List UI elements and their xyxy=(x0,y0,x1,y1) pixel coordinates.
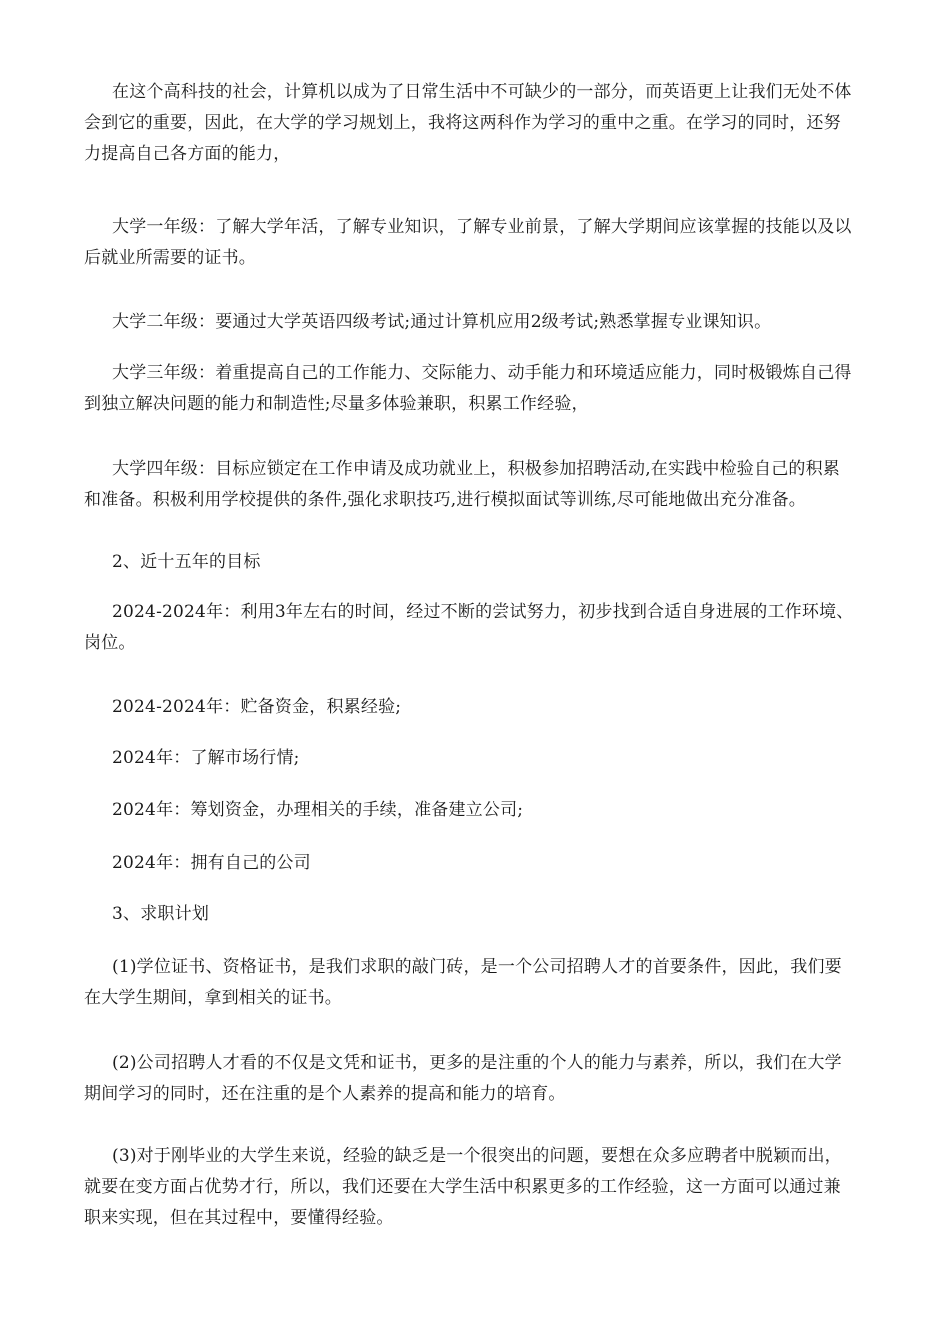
goal-paragraph-3: 2024年：了解市场行情; xyxy=(112,748,300,768)
goal-paragraph-4: 2024年：筹划资金，办理相关的手续，准备建立公司; xyxy=(112,800,524,820)
goal-paragraph-1: 2024-2024年：利用3年左右的时间，经过不断的尝试努力，初步找到合适自身进展的工作环境、岗位。 xyxy=(84,602,854,653)
job-plan-item-2: (2)公司招聘人才看的不仅是文凭和证书，更多的是注重的个人的能力与素养，所以，我们在大学期间学习的同时，还在注重的是个人素养的提高和能力的培育。 xyxy=(84,1053,842,1104)
goal-paragraph-2: 2024-2024年：贮备资金，积累经验; xyxy=(112,697,402,717)
section-heading-goals: 2、近十五年的目标 xyxy=(112,552,261,572)
year-two-paragraph: 大学二年级：要通过大学英语四级考试;通过计算机应用2级考试;熟悉掌握专业课知识。 xyxy=(112,312,772,332)
year-one-paragraph: 大学一年级：了解大学年活，了解专业知识，了解专业前景，了解大学期间应该掌握的技能以及以后就业所需要的证书。 xyxy=(84,217,852,268)
year-three-paragraph: 大学三年级：着重提高自己的工作能力、交际能力、动手能力和环境适应能力，同时极锻炼自己得到独立解决问题的能力和制造性;尽量多体验兼职，积累工作经验， xyxy=(84,363,852,414)
job-plan-item-3: (3)对于刚毕业的大学生来说，经验的缺乏是一个很突出的问题，要想在众多应聘者中脱颖而出，就要在变方面占优势才行，所以，我们还要在大学生活中积累更多的工作经验，这一方面可以通过兼职来实现，但在其过程中，要懂得经验。 xyxy=(84,1146,842,1228)
section-heading-job-plan: 3、求职计划 xyxy=(112,904,210,924)
intro-paragraph: 在这个高科技的社会，计算机以成为了日常生活中不可缺少的一部分，而英语更上让我们无处不体会到它的重要，因此，在大学的学习规划上，我将这两科作为学习的重中之重。在学习的同时，还努力提高自己各方面的能力， xyxy=(84,82,852,164)
year-four-paragraph: 大学四年级：目标应锁定在工作申请及成功就业上，积极参加招聘活动,在实践中检验自己的积累和准备。积极利用学校提供的条件,强化求职技巧,进行模拟面试等训练,尽可能地做出充分准备。 xyxy=(84,459,841,510)
job-plan-item-1: (1)学位证书、资格证书，是我们求职的敲门砖，是一个公司招聘人才的首要条件，因此，我们要在大学生期间，拿到相关的证书。 xyxy=(84,957,842,1008)
goal-paragraph-5: 2024年：拥有自己的公司 xyxy=(112,853,311,873)
